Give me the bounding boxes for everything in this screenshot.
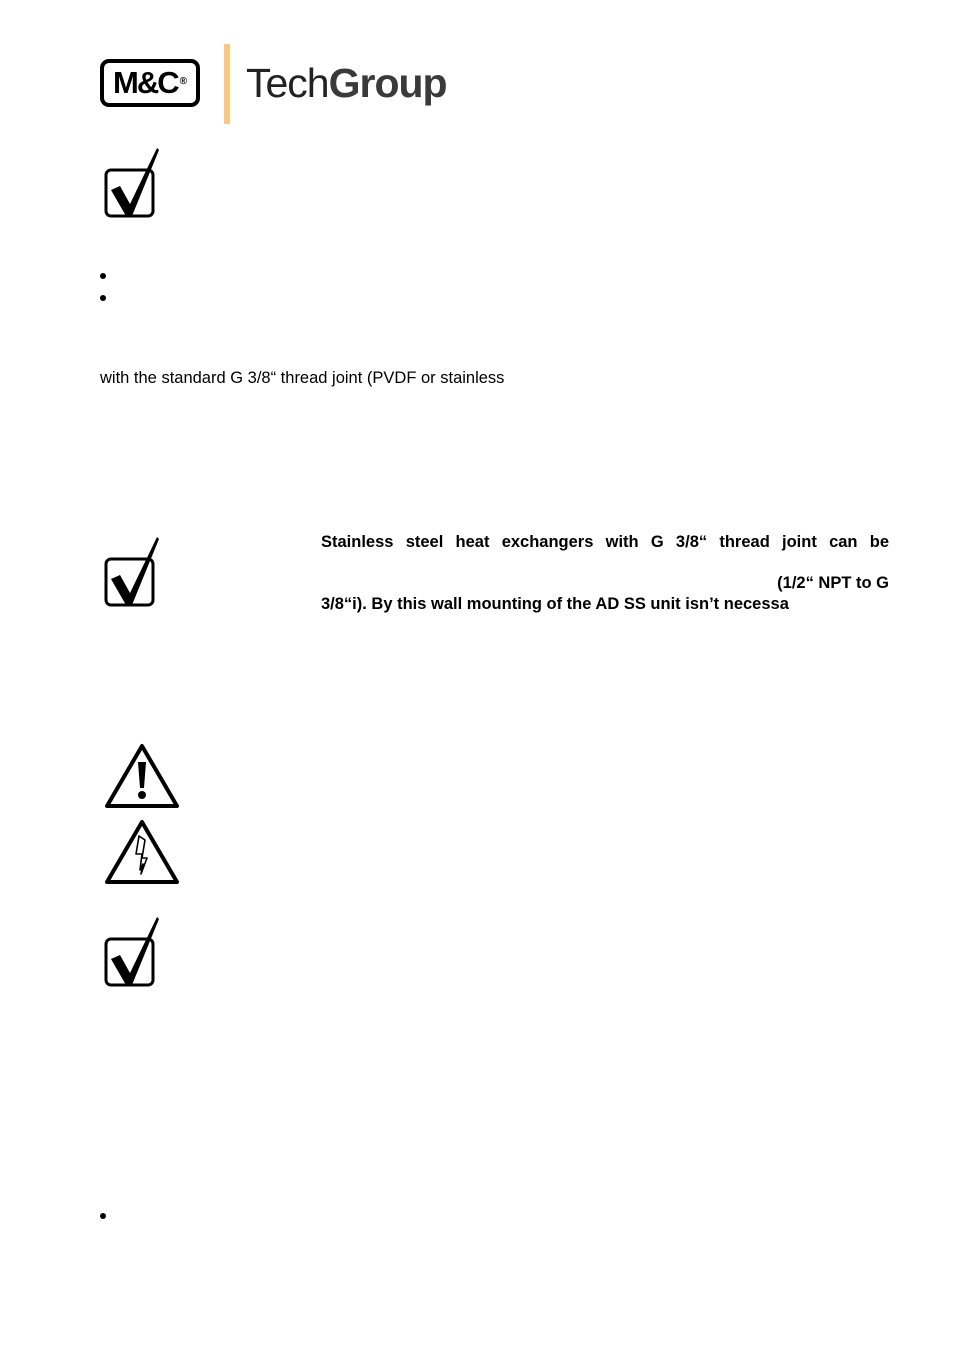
logo-mark: M&C — [113, 65, 178, 100]
logo-tech: Tech — [246, 60, 329, 106]
high-voltage-warning-icon — [104, 818, 180, 886]
checkbox-tick-icon — [103, 146, 163, 220]
warning-exclamation-icon — [104, 742, 180, 810]
body-text-line: with the standard G 3/8“ thread joint (PVDF or stainless — [100, 369, 505, 387]
bullet-point — [100, 273, 106, 279]
logo-divider — [224, 44, 230, 124]
bullet-point — [100, 1213, 106, 1219]
checkbox-tick-icon — [103, 915, 163, 989]
logo-group: Group — [328, 60, 447, 106]
checkbox-tick-icon — [103, 535, 163, 609]
note-line-3: 3/8“i). By this wall mounting of the AD SS unit isn’t necessa — [321, 595, 789, 613]
techgroup-logo — [246, 60, 447, 107]
mc-logo — [100, 59, 200, 107]
logo-registered: ® — [179, 75, 187, 87]
note-line-1: Stainless steel heat exchangers with G 3/8“ thread joint can be — [321, 533, 889, 551]
note-line-2: (1/2“ NPT to G — [777, 574, 889, 592]
bullet-point — [100, 295, 106, 301]
